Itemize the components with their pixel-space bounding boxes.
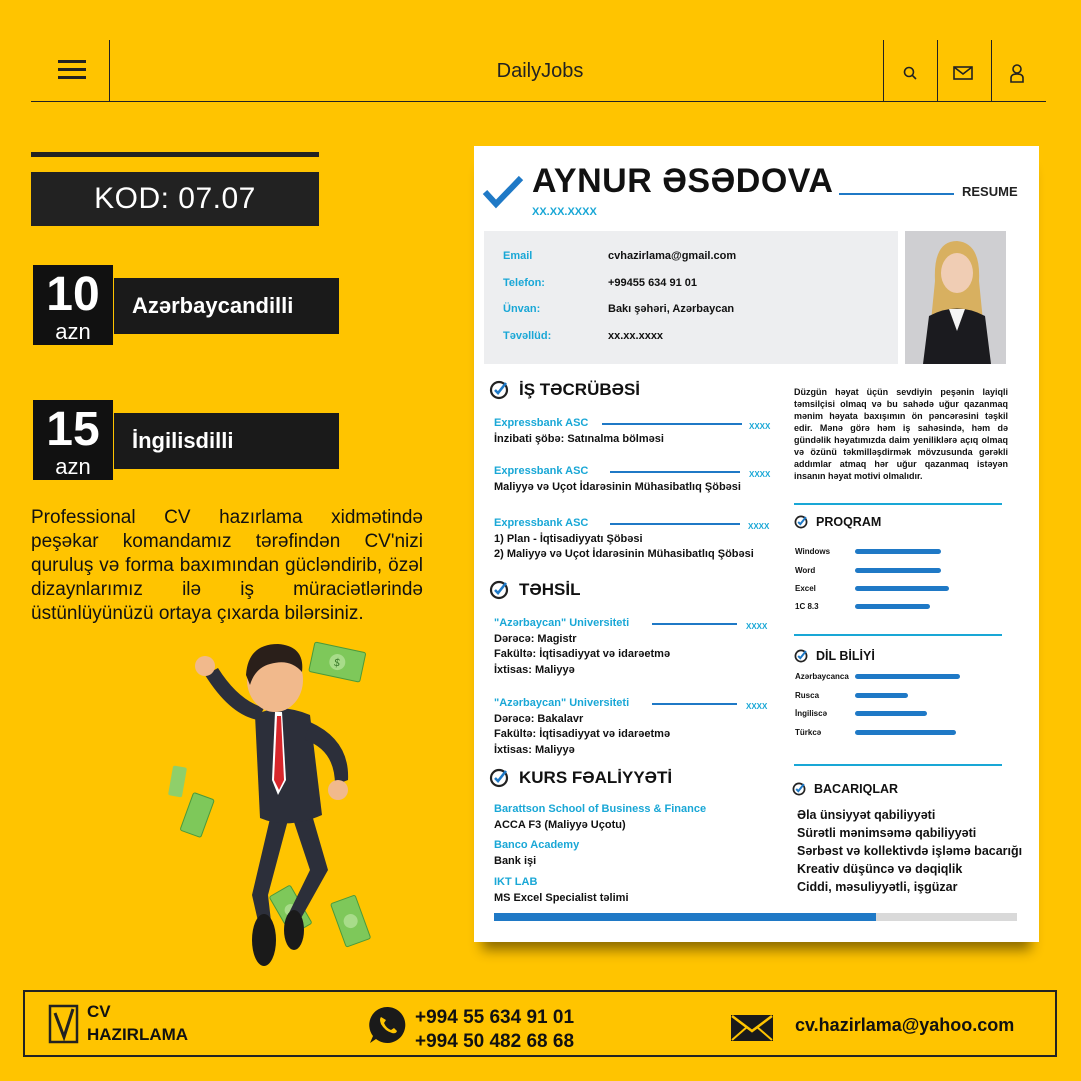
entry-detail: Fakültə: İqtisadiyyat və idarəetmə xyxy=(494,728,671,740)
courses-title xyxy=(489,768,672,788)
progress-fill xyxy=(494,913,876,921)
header-divider xyxy=(883,40,884,101)
entry-date: XXXX xyxy=(746,622,768,631)
language-name: İngiliscə xyxy=(795,709,828,718)
header-divider xyxy=(991,40,992,101)
contact-key: Telefon: xyxy=(503,277,545,289)
entry-detail: 1) Plan - İqtisadiyyatı Şöbəsi xyxy=(494,532,643,545)
section-rule xyxy=(794,764,1002,766)
money-bill-icon xyxy=(331,895,371,947)
course-detail: Bank işi xyxy=(494,854,537,867)
brand-line1: CV xyxy=(87,1002,111,1021)
search-icon[interactable] xyxy=(898,60,922,86)
profile-photo xyxy=(905,231,1006,364)
experience-entry xyxy=(494,516,794,563)
company-name: Expressbank ASC xyxy=(494,417,589,429)
program-level-bar xyxy=(855,586,949,591)
phone-1[interactable]: +994 55 634 91 01 xyxy=(415,1007,575,1028)
languages-title-text: DİL BİLİYİ xyxy=(816,649,875,663)
site-title[interactable]: DailyJobs xyxy=(496,60,584,82)
school-name: "Azərbaycan" Universiteti xyxy=(494,617,630,629)
programs-title-text: PROQRAM xyxy=(816,515,882,529)
ability-item: Sərbəst və kollektivdə işləmə bacarığı xyxy=(797,844,1023,858)
entry-date: XXXX xyxy=(749,422,771,431)
education-title-text: TƏHSİL xyxy=(519,580,581,599)
experience-entry xyxy=(494,416,784,447)
experience-title-text: İŞ TƏCRÜBƏSİ xyxy=(519,380,641,399)
check-circle-icon xyxy=(794,649,808,663)
language-name: Azərbaycanca xyxy=(795,672,849,681)
course-entry xyxy=(494,838,794,869)
program-level-bar xyxy=(855,604,930,609)
header-divider xyxy=(937,40,938,101)
check-circle-icon xyxy=(489,768,509,788)
cv-logo-icon xyxy=(47,1003,81,1045)
mail-icon[interactable] xyxy=(950,60,976,86)
education-entry xyxy=(494,696,794,758)
user-icon[interactable] xyxy=(1004,60,1030,86)
ability-item: Sürətli mənimsəmə qabiliyyəti xyxy=(797,826,977,840)
header-bottom-line xyxy=(31,101,1046,102)
programs-title xyxy=(794,515,881,529)
section-rule xyxy=(794,634,1002,636)
program-name: Excel xyxy=(795,584,816,593)
program-name: 1C 8.3 xyxy=(795,602,819,611)
section-rule xyxy=(794,503,1002,505)
resume-card xyxy=(474,146,1039,942)
abilities-title xyxy=(792,782,898,796)
footer xyxy=(23,990,1057,1057)
entry-date: XXXX xyxy=(749,470,771,479)
entry-detail: Dərəcə: Bakalavr xyxy=(494,712,584,725)
courses-title-text: KURS FƏALİYYƏTİ xyxy=(519,768,673,787)
contact-key: Ünvan: xyxy=(503,303,541,315)
ability-item: Kreativ düşüncə və dəqiqlik xyxy=(797,862,963,876)
check-circle-icon xyxy=(489,580,509,600)
entry-detail: Maliyyə və Uçot İdarəsinin Mühasibatlıq Şöbəsi xyxy=(494,480,741,493)
brand-line2: HAZIRLAMA xyxy=(87,1025,189,1044)
entry-detail: İnzibati şöbə: Satınalma bölməsi xyxy=(494,432,664,445)
language-level-bar xyxy=(855,730,956,735)
experience-entry xyxy=(494,464,794,495)
check-circle-icon xyxy=(792,782,806,796)
entry-date: XXXX xyxy=(748,522,770,531)
svg-text:$: $ xyxy=(332,655,342,670)
school-name: "Azərbaycan" Universiteti xyxy=(494,697,630,709)
program-level-bar xyxy=(855,568,941,573)
code-label: KOD: 07.07 xyxy=(31,172,319,226)
abilities-title-text: BACARIQLAR xyxy=(814,782,899,796)
program-level-bar xyxy=(855,549,941,554)
languages-title xyxy=(794,649,875,663)
course-org: Barattson School of Business & Finance xyxy=(494,803,707,815)
service-description: Professional CV hazırlama xidmətində peşəkar komandamız tərəfindən CV'nizi quruluş və forma baxımından gücləndirib, özəl dizaynlarımız ilə iş müraciətlərində üstünlüyünüzü ortaya çıxarda bilərsiniz. xyxy=(31,507,423,624)
entry-detail: Dərəcə: Magistr xyxy=(494,632,577,645)
check-icon xyxy=(482,174,524,210)
price-box xyxy=(33,400,113,480)
price-currency: azn xyxy=(55,319,91,344)
ability-item: Əla ünsiyyət qabiliyyəti xyxy=(797,808,936,822)
resume-dob: XX.XX.XXXX xyxy=(532,206,597,218)
entry-detail: Fakültə: İqtisadiyyat və idarəetmə xyxy=(494,648,671,660)
entry-detail: 2) Maliyyə və Uçot İdarəsinin Mühasibatlıq Şöbəsi xyxy=(494,548,754,560)
company-name: Expressbank ASC xyxy=(494,517,589,529)
course-detail: MS Excel Specialist təlimi xyxy=(494,891,629,904)
about-text: Düzgün həyat üçün sevdiyin peşənin layiqli təmsilçisi olmaq və bu sahədə uğur qazanmaq mənim həyata baxışımın ön pəncərəsini təşkil edir. Mənə görə həm iş sahəsində, həm də gündəlik həyatımızda daim yeniliklərə açıq olmaq və özünü təkmilləşdirmək mövzusunda gərəkli addımlar atmaq hər uğur qazanmaq istəyən insanın həyat motivi olmalıdır. xyxy=(794,387,1008,481)
contact-value: Bakı şəhəri, Azərbaycan xyxy=(608,303,735,315)
menu-icon[interactable] xyxy=(55,55,89,85)
price-box xyxy=(33,265,113,345)
language-label xyxy=(114,278,339,334)
contact-value: +99455 634 91 01 xyxy=(608,277,698,289)
language-name: Türkcə xyxy=(795,728,822,737)
entry-date: XXXX xyxy=(746,702,768,711)
contact-key: Email xyxy=(503,250,533,262)
check-circle-icon xyxy=(794,515,808,529)
language-level-bar xyxy=(855,693,908,698)
contact-value: cvhazirlama@gmail.com xyxy=(608,250,737,262)
education-title xyxy=(489,580,580,600)
progress-track xyxy=(494,913,1017,921)
entry-detail: İxtisas: Maliyyə xyxy=(494,663,575,676)
envelope-icon[interactable] xyxy=(730,1014,774,1042)
course-entry xyxy=(494,802,794,833)
entry-line xyxy=(610,523,740,525)
decor-bar xyxy=(31,152,319,157)
price-language-en: İngilisdilli xyxy=(132,428,234,453)
money-bill-icon xyxy=(309,642,366,682)
price-amount: 15 xyxy=(46,403,100,456)
price-language-az: Azərbaycandilli xyxy=(132,293,294,318)
language-level-bar xyxy=(855,674,960,679)
price-currency: azn xyxy=(55,454,91,479)
money-bill-icon xyxy=(180,792,214,837)
price-amount: 10 xyxy=(46,268,100,321)
program-name: Windows xyxy=(795,547,831,556)
businessman-illustration xyxy=(160,630,390,975)
company-name: Expressbank ASC xyxy=(494,465,589,477)
education-entry xyxy=(494,616,794,678)
resume-name: AYNUR ƏSƏDOVA xyxy=(532,162,834,200)
course-org: Banco Academy xyxy=(494,839,580,851)
language-label xyxy=(114,413,339,469)
header-divider xyxy=(109,40,110,101)
language-name: Rusca xyxy=(795,691,820,700)
entry-line xyxy=(602,423,742,425)
money-bill-icon xyxy=(168,765,187,797)
contact-key: Təvəllüd: xyxy=(503,330,552,342)
language-level-bar xyxy=(855,711,927,716)
entry-line xyxy=(610,471,740,473)
entry-line xyxy=(652,623,737,625)
ability-item: Ciddi, məsuliyyətli, işgüzar xyxy=(797,880,958,894)
contact-box xyxy=(484,231,898,364)
entry-line xyxy=(652,703,737,705)
resume-label: RESUME xyxy=(962,184,1018,199)
course-org: IKT LAB xyxy=(494,876,538,888)
name-underline xyxy=(839,193,954,195)
course-detail: ACCA F3 (Maliyyə Uçotu) xyxy=(494,818,626,831)
contact-value: xx.xx.xxxx xyxy=(608,330,664,342)
check-circle-icon xyxy=(489,380,509,400)
email-address[interactable]: cv.hazirlama@yahoo.com xyxy=(795,1015,1015,1035)
program-name: Word xyxy=(795,566,816,575)
experience-title xyxy=(489,380,640,400)
course-entry xyxy=(494,875,794,906)
entry-detail: İxtisas: Maliyyə xyxy=(494,743,575,756)
whatsapp-icon[interactable] xyxy=(368,1005,408,1045)
phone-2[interactable]: +994 50 482 68 68 xyxy=(415,1031,575,1052)
